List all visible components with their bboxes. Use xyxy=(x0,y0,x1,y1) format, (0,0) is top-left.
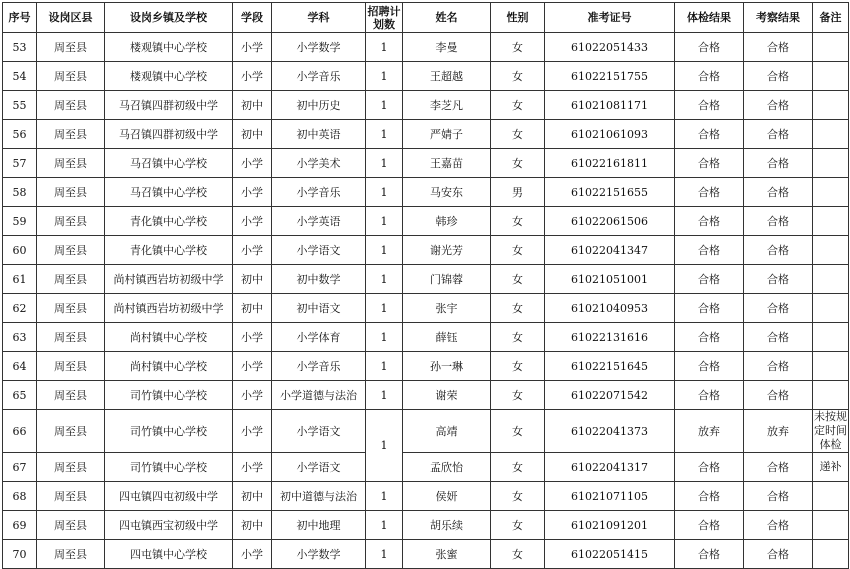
cell-remark xyxy=(813,62,849,91)
cell-no: 63 xyxy=(3,323,37,352)
header-cell-county: 设岗区县 xyxy=(37,3,105,33)
cell-review: 合格 xyxy=(744,482,813,511)
cell-school: 司竹镇中心学校 xyxy=(105,453,233,482)
cell-subject: 初中数学 xyxy=(272,265,366,294)
cell-remark xyxy=(813,381,849,410)
cell-review: 合格 xyxy=(744,236,813,265)
cell-county: 周至县 xyxy=(37,482,105,511)
cell-stage: 小学 xyxy=(233,178,272,207)
cell-no: 68 xyxy=(3,482,37,511)
cell-no: 67 xyxy=(3,453,37,482)
cell-school: 马召镇四群初级中学 xyxy=(105,120,233,149)
header-cell-physical: 体检结果 xyxy=(675,3,744,33)
cell-exam-id: 61022041317 xyxy=(545,453,675,482)
cell-review: 合格 xyxy=(744,294,813,323)
cell-quota: 1 xyxy=(366,265,403,294)
table-row xyxy=(3,482,849,511)
cell-physical: 合格 xyxy=(675,294,744,323)
cell-physical: 合格 xyxy=(675,62,744,91)
cell-gender: 女 xyxy=(491,207,545,236)
cell-county: 周至县 xyxy=(37,265,105,294)
cell-subject: 小学体育 xyxy=(272,323,366,352)
cell-review: 合格 xyxy=(744,352,813,381)
cell-physical: 合格 xyxy=(675,178,744,207)
cell-physical: 合格 xyxy=(675,381,744,410)
cell-exam-id: 61021061093 xyxy=(545,120,675,149)
table-row xyxy=(3,323,849,352)
header-cell-name: 姓名 xyxy=(403,3,491,33)
cell-remark xyxy=(813,323,849,352)
cell-exam-id: 61022051433 xyxy=(545,33,675,62)
cell-no: 55 xyxy=(3,91,37,120)
header-cell-subject: 学科 xyxy=(272,3,366,33)
cell-no: 60 xyxy=(3,236,37,265)
cell-county: 周至县 xyxy=(37,33,105,62)
cell-no: 61 xyxy=(3,265,37,294)
cell-county: 周至县 xyxy=(37,323,105,352)
cell-subject: 初中地理 xyxy=(272,511,366,540)
cell-review: 合格 xyxy=(744,149,813,178)
cell-stage: 小学 xyxy=(233,207,272,236)
cell-subject: 小学音乐 xyxy=(272,178,366,207)
cell-exam-id: 61021091201 xyxy=(545,511,675,540)
cell-subject: 小学数学 xyxy=(272,33,366,62)
cell-gender: 女 xyxy=(491,265,545,294)
cell-no: 58 xyxy=(3,178,37,207)
cell-exam-id: 61022041347 xyxy=(545,236,675,265)
cell-quota: 1 xyxy=(366,178,403,207)
cell-subject: 小学数学 xyxy=(272,540,366,569)
cell-name: 胡乐续 xyxy=(403,511,491,540)
cell-subject: 小学音乐 xyxy=(272,352,366,381)
cell-exam-id: 61021051001 xyxy=(545,265,675,294)
cell-subject: 初中道德与法治 xyxy=(272,482,366,511)
table-row xyxy=(3,453,849,482)
cell-county: 周至县 xyxy=(37,120,105,149)
cell-county: 周至县 xyxy=(37,294,105,323)
cell-county: 周至县 xyxy=(37,352,105,381)
cell-name: 门锦蓉 xyxy=(403,265,491,294)
cell-subject: 小学英语 xyxy=(272,207,366,236)
cell-name: 谢荣 xyxy=(403,381,491,410)
cell-exam-id: 61021081171 xyxy=(545,91,675,120)
cell-gender: 女 xyxy=(491,511,545,540)
table-row xyxy=(3,511,849,540)
cell-name: 高靖 xyxy=(403,410,491,453)
cell-name: 韩珍 xyxy=(403,207,491,236)
cell-county: 周至县 xyxy=(37,540,105,569)
cell-exam-id: 61022151655 xyxy=(545,178,675,207)
cell-stage: 小学 xyxy=(233,540,272,569)
cell-quota: 1 xyxy=(366,62,403,91)
cell-physical: 合格 xyxy=(675,91,744,120)
cell-quota: 1 xyxy=(366,236,403,265)
cell-physical: 合格 xyxy=(675,236,744,265)
cell-stage: 初中 xyxy=(233,120,272,149)
cell-gender: 女 xyxy=(491,540,545,569)
header-cell-gender: 性别 xyxy=(491,3,545,33)
cell-review: 合格 xyxy=(744,540,813,569)
cell-gender: 女 xyxy=(491,91,545,120)
cell-name: 张蜜 xyxy=(403,540,491,569)
cell-stage: 小学 xyxy=(233,149,272,178)
cell-review: 合格 xyxy=(744,323,813,352)
cell-subject: 小学道德与法治 xyxy=(272,381,366,410)
cell-stage: 初中 xyxy=(233,265,272,294)
cell-quota: 1 xyxy=(366,33,403,62)
cell-no: 70 xyxy=(3,540,37,569)
table-row xyxy=(3,149,849,178)
cell-county: 周至县 xyxy=(37,453,105,482)
cell-physical: 合格 xyxy=(675,265,744,294)
cell-quota: 1 xyxy=(366,352,403,381)
cell-gender: 女 xyxy=(491,323,545,352)
cell-school: 马召镇中心学校 xyxy=(105,149,233,178)
cell-quota: 1 xyxy=(366,410,403,482)
cell-no: 62 xyxy=(3,294,37,323)
cell-name: 侯妍 xyxy=(403,482,491,511)
cell-exam-id: 61022051415 xyxy=(545,540,675,569)
table-body xyxy=(3,33,849,569)
cell-county: 周至县 xyxy=(37,178,105,207)
cell-remark: 未按规定时间体检 xyxy=(814,410,847,451)
cell-subject: 初中英语 xyxy=(272,120,366,149)
cell-stage: 小学 xyxy=(233,352,272,381)
cell-remark xyxy=(813,352,849,381)
cell-stage: 小学 xyxy=(233,453,272,482)
cell-review: 放弃 xyxy=(744,410,813,453)
cell-name: 李曼 xyxy=(403,33,491,62)
cell-school: 尚村镇中心学校 xyxy=(105,323,233,352)
cell-exam-id: 61022151755 xyxy=(545,62,675,91)
cell-no: 66 xyxy=(3,410,37,453)
cell-review: 合格 xyxy=(744,33,813,62)
cell-physical: 合格 xyxy=(675,453,744,482)
cell-quota: 1 xyxy=(366,540,403,569)
cell-name: 薛钰 xyxy=(403,323,491,352)
cell-school: 四屯镇四屯初级中学 xyxy=(105,482,233,511)
cell-school: 青化镇中心学校 xyxy=(105,207,233,236)
cell-county: 周至县 xyxy=(37,511,105,540)
cell-name: 孙一琳 xyxy=(403,352,491,381)
cell-gender: 女 xyxy=(491,120,545,149)
table-row xyxy=(3,265,849,294)
cell-gender: 女 xyxy=(491,62,545,91)
cell-name: 严婧子 xyxy=(403,120,491,149)
cell-quota: 1 xyxy=(366,294,403,323)
cell-physical: 合格 xyxy=(675,511,744,540)
cell-remark xyxy=(813,482,849,511)
cell-remark xyxy=(813,265,849,294)
cell-physical: 合格 xyxy=(675,352,744,381)
table-row xyxy=(3,294,849,323)
cell-review: 合格 xyxy=(744,91,813,120)
cell-gender: 女 xyxy=(491,453,545,482)
cell-no: 57 xyxy=(3,149,37,178)
cell-no: 56 xyxy=(3,120,37,149)
cell-school: 四屯镇中心学校 xyxy=(105,540,233,569)
cell-no: 64 xyxy=(3,352,37,381)
table-row xyxy=(3,352,849,381)
header-cell-exam-id: 准考证号 xyxy=(545,3,675,33)
cell-stage: 初中 xyxy=(233,511,272,540)
cell-physical: 合格 xyxy=(675,33,744,62)
cell-county: 周至县 xyxy=(37,236,105,265)
cell-review: 合格 xyxy=(744,265,813,294)
cell-quota: 1 xyxy=(366,120,403,149)
cell-review: 合格 xyxy=(744,62,813,91)
cell-county: 周至县 xyxy=(37,149,105,178)
cell-quota: 1 xyxy=(366,207,403,236)
cell-gender: 女 xyxy=(491,410,545,453)
cell-school: 四屯镇西宝初级中学 xyxy=(105,511,233,540)
cell-stage: 小学 xyxy=(233,381,272,410)
cell-stage: 小学 xyxy=(233,236,272,265)
cell-stage: 小学 xyxy=(233,33,272,62)
cell-county: 周至县 xyxy=(37,410,105,453)
header-cell-remark: 备注 xyxy=(813,3,849,33)
cell-subject: 小学语文 xyxy=(272,236,366,265)
cell-subject: 初中语文 xyxy=(272,294,366,323)
cell-physical: 合格 xyxy=(675,207,744,236)
cell-gender: 女 xyxy=(491,352,545,381)
cell-stage: 初中 xyxy=(233,91,272,120)
cell-subject: 初中历史 xyxy=(272,91,366,120)
cell-gender: 女 xyxy=(491,294,545,323)
cell-physical: 合格 xyxy=(675,149,744,178)
header-row xyxy=(3,3,849,33)
cell-remark xyxy=(813,207,849,236)
cell-review: 合格 xyxy=(744,511,813,540)
cell-physical: 合格 xyxy=(675,120,744,149)
header-cell-stage: 学段 xyxy=(233,3,272,33)
cell-no: 53 xyxy=(3,33,37,62)
cell-county: 周至县 xyxy=(37,381,105,410)
cell-quota: 1 xyxy=(366,323,403,352)
cell-name: 张宇 xyxy=(403,294,491,323)
cell-subject: 小学美术 xyxy=(272,149,366,178)
cell-subject: 小学音乐 xyxy=(272,62,366,91)
cell-name: 孟欣怡 xyxy=(403,453,491,482)
cell-quota: 1 xyxy=(366,149,403,178)
cell-review: 合格 xyxy=(744,207,813,236)
table-row xyxy=(3,236,849,265)
cell-county: 周至县 xyxy=(37,207,105,236)
table-row xyxy=(3,207,849,236)
header-cell-quota: 招聘计划数 xyxy=(367,4,401,31)
cell-exam-id: 61022041373 xyxy=(545,410,675,453)
cell-remark xyxy=(813,149,849,178)
cell-school: 马召镇四群初级中学 xyxy=(105,91,233,120)
cell-school: 司竹镇中心学校 xyxy=(105,381,233,410)
cell-physical: 放弃 xyxy=(675,410,744,453)
cell-subject: 小学语文 xyxy=(272,410,366,453)
cell-quota: 1 xyxy=(366,91,403,120)
cell-name: 王超越 xyxy=(403,62,491,91)
cell-name: 马安东 xyxy=(403,178,491,207)
cell-stage: 小学 xyxy=(233,410,272,453)
cell-remark xyxy=(813,294,849,323)
cell-no: 65 xyxy=(3,381,37,410)
cell-quota: 1 xyxy=(366,482,403,511)
table-row xyxy=(3,410,849,453)
table-row xyxy=(3,381,849,410)
cell-gender: 女 xyxy=(491,482,545,511)
cell-gender: 男 xyxy=(491,178,545,207)
cell-physical: 合格 xyxy=(675,323,744,352)
cell-remark: 递补 xyxy=(813,453,849,482)
table-row xyxy=(3,33,849,62)
cell-physical: 合格 xyxy=(675,482,744,511)
cell-exam-id: 61021071105 xyxy=(545,482,675,511)
cell-physical: 合格 xyxy=(675,540,744,569)
cell-exam-id: 61022131616 xyxy=(545,323,675,352)
cell-remark xyxy=(813,236,849,265)
cell-review: 合格 xyxy=(744,381,813,410)
cell-gender: 女 xyxy=(491,381,545,410)
cell-remark xyxy=(813,178,849,207)
cell-school: 楼观镇中心学校 xyxy=(105,33,233,62)
cell-remark xyxy=(813,33,849,62)
cell-school: 尚村镇中心学校 xyxy=(105,352,233,381)
cell-no: 59 xyxy=(3,207,37,236)
cell-school: 尚村镇西岩坊初级中学 xyxy=(105,265,233,294)
cell-stage: 小学 xyxy=(233,323,272,352)
cell-remark xyxy=(813,511,849,540)
cell-name: 王嘉苗 xyxy=(403,149,491,178)
table-row xyxy=(3,62,849,91)
cell-stage: 初中 xyxy=(233,294,272,323)
cell-school: 尚村镇西岩坊初级中学 xyxy=(105,294,233,323)
cell-gender: 女 xyxy=(491,149,545,178)
cell-stage: 小学 xyxy=(233,62,272,91)
cell-county: 周至县 xyxy=(37,62,105,91)
cell-exam-id: 61022161811 xyxy=(545,149,675,178)
cell-exam-id: 61022061506 xyxy=(545,207,675,236)
header-cell-review: 考察结果 xyxy=(744,3,813,33)
cell-remark xyxy=(813,540,849,569)
table-row xyxy=(3,120,849,149)
cell-name: 李芝凡 xyxy=(403,91,491,120)
cell-gender: 女 xyxy=(491,236,545,265)
cell-exam-id: 61022071542 xyxy=(545,381,675,410)
cell-remark xyxy=(813,120,849,149)
cell-school: 青化镇中心学校 xyxy=(105,236,233,265)
header-cell-school: 设岗乡镇及学校 xyxy=(105,3,233,33)
cell-school: 楼观镇中心学校 xyxy=(105,62,233,91)
cell-no: 54 xyxy=(3,62,37,91)
cell-name: 谢光芳 xyxy=(403,236,491,265)
cell-quota: 1 xyxy=(366,511,403,540)
cell-school: 司竹镇中心学校 xyxy=(105,410,233,453)
cell-review: 合格 xyxy=(744,120,813,149)
table-row xyxy=(3,91,849,120)
table-header xyxy=(3,3,849,33)
cell-review: 合格 xyxy=(744,453,813,482)
cell-gender: 女 xyxy=(491,33,545,62)
cell-review: 合格 xyxy=(744,178,813,207)
cell-exam-id: 61021040953 xyxy=(545,294,675,323)
cell-no: 69 xyxy=(3,511,37,540)
table-row xyxy=(3,178,849,207)
cell-subject: 小学语文 xyxy=(272,453,366,482)
results-table xyxy=(2,2,849,569)
cell-school: 马召镇中心学校 xyxy=(105,178,233,207)
cell-remark xyxy=(813,91,849,120)
header-cell-no: 序号 xyxy=(3,3,37,33)
cell-stage: 初中 xyxy=(233,482,272,511)
cell-county: 周至县 xyxy=(37,91,105,120)
table-row xyxy=(3,540,849,569)
cell-exam-id: 61022151645 xyxy=(545,352,675,381)
cell-quota: 1 xyxy=(366,381,403,410)
